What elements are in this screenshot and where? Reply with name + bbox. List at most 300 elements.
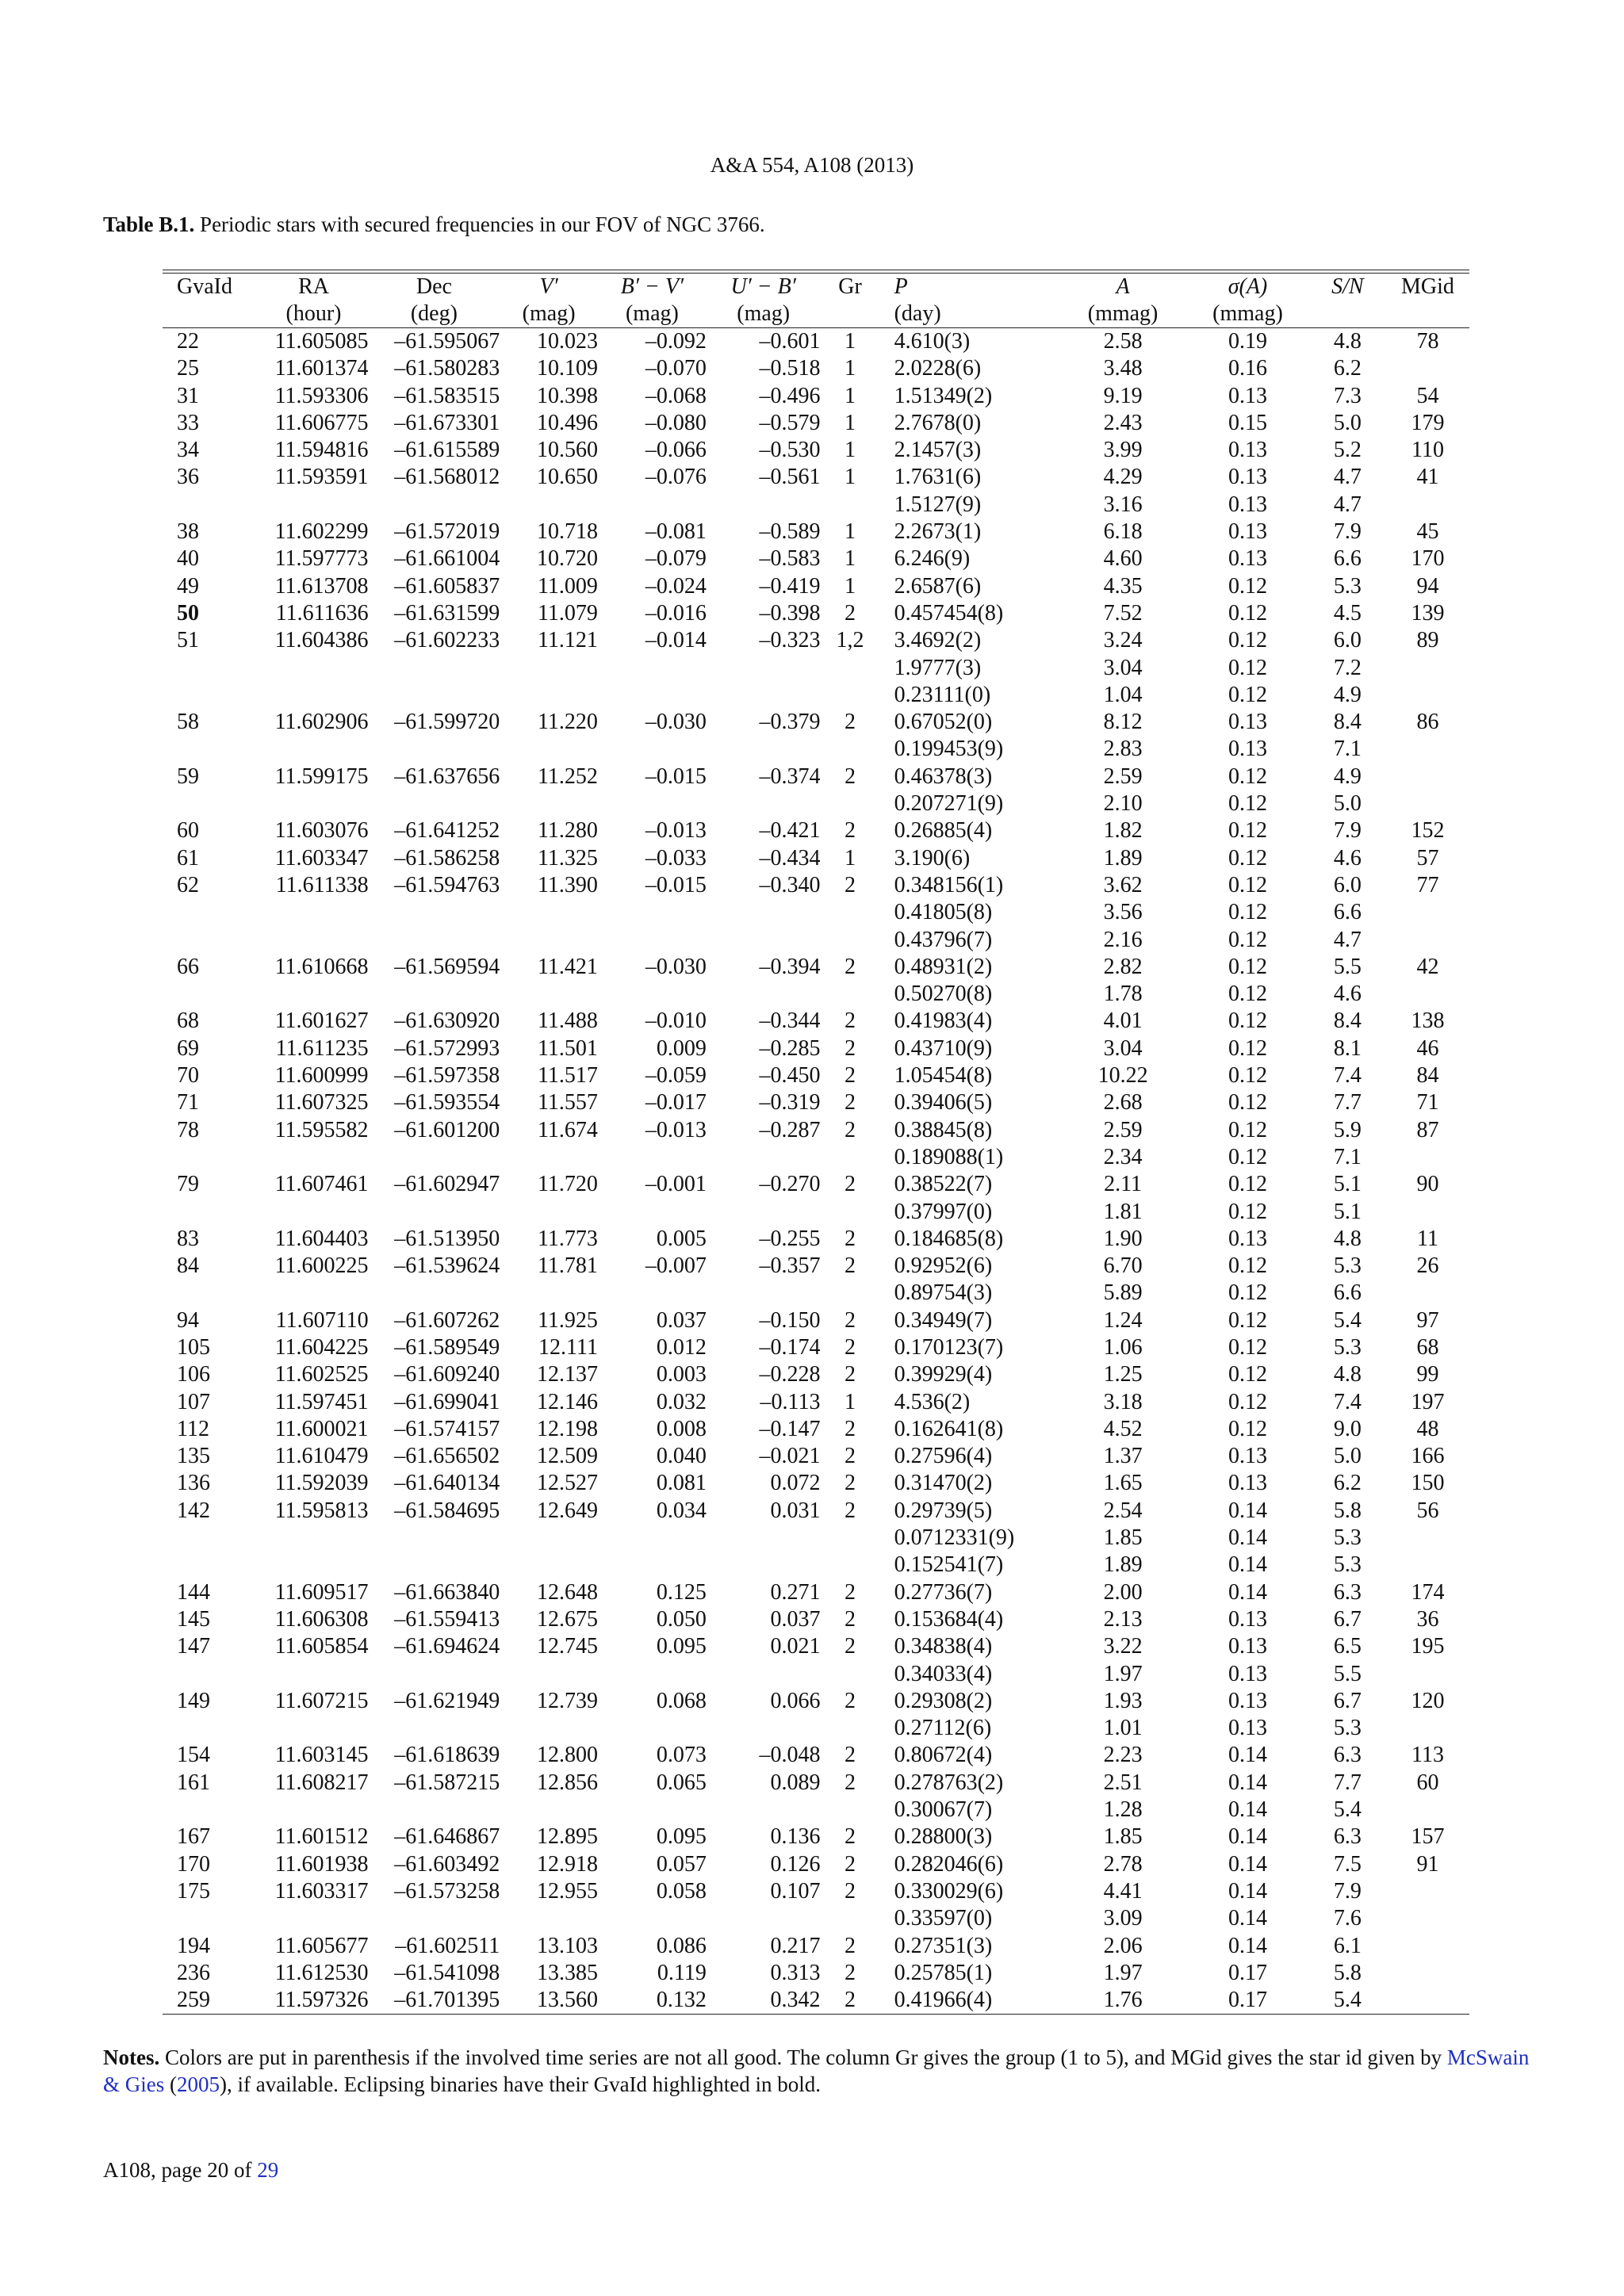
cell-sigma-a: 0.14 (1228, 1906, 1267, 1931)
citation-link-author[interactable]: McSwain & Gies (103, 2045, 1530, 2096)
cell-ub: 0.066 (770, 1688, 821, 1713)
cell-amplitude: 4.41 (1103, 1878, 1143, 1904)
cell-gvaid (163, 655, 259, 682)
cell-gvaid (163, 927, 259, 954)
cell-period: 0.67052(0) (894, 710, 993, 735)
cell-sigma-a: 0.14 (1228, 1824, 1267, 1850)
cell-period: 3.190(6) (894, 845, 971, 871)
table-body (163, 328, 1469, 2015)
cell-ub: –0.270 (759, 1172, 821, 1197)
cell-ub: –0.398 (759, 600, 821, 626)
cell-sn: 6.7 (1333, 1606, 1362, 1632)
cell-ub: –0.496 (759, 383, 821, 408)
cell-v (500, 1552, 598, 1578)
table-row (163, 1416, 1469, 1443)
cell-dec: –61.621949 (394, 1688, 500, 1713)
cell-gvaid: 145 (177, 1606, 210, 1632)
cell-ub: –0.357 (759, 1253, 821, 1279)
cell-dec: –61.594763 (394, 872, 500, 897)
cell-gvaid: 112 (177, 1416, 209, 1441)
cell-dec (369, 927, 500, 954)
cell-sigma-a: 0.12 (1228, 628, 1267, 653)
cell-sigma-a: 0.14 (1228, 1797, 1267, 1823)
cell-period: 4.536(2) (894, 1389, 971, 1414)
cell-sn: 4.8 (1333, 329, 1362, 354)
cell-v: 12.648 (536, 1579, 598, 1605)
cell-period: 6.246(9) (894, 546, 971, 572)
col-unit-ra: (hour) (259, 300, 369, 328)
cell-gvaid: 194 (177, 1933, 210, 1958)
cell-dec (369, 1552, 500, 1578)
cell-dec: –61.630920 (394, 1008, 500, 1034)
cell-gvaid: 25 (177, 356, 199, 381)
cell-ra: 11.592039 (274, 1471, 369, 1496)
cell-dec: –61.618639 (394, 1743, 500, 1768)
cell-mgid: 26 (1416, 1253, 1439, 1279)
cell-bv: –0.080 (645, 410, 707, 435)
cell-ra: 11.604225 (274, 1334, 369, 1360)
cell-v: 12.198 (536, 1416, 598, 1441)
citation-link-year[interactable]: 2005 (177, 2072, 220, 2096)
cell-period: 0.38522(7) (894, 1172, 993, 1197)
cell-v (500, 1715, 598, 1742)
cell-sn: 7.7 (1333, 1770, 1362, 1795)
cell-v: 13.560 (500, 1987, 598, 2015)
cell-ub (707, 1199, 821, 1226)
cell-ub: –0.561 (759, 465, 821, 490)
cell-v: 11.773 (537, 1226, 598, 1251)
cell-mgid (1386, 1280, 1469, 1307)
cell-gr: 2 (845, 1444, 856, 1469)
table-row (163, 1443, 1469, 1470)
cell-period: 0.38845(8) (894, 1117, 993, 1142)
table-row (163, 1905, 1469, 1932)
table-row (163, 1144, 1469, 1171)
cell-ra: 11.607110 (275, 1307, 369, 1333)
cell-ra: 11.606775 (274, 410, 369, 435)
cell-sigma-a: 0.14 (1228, 1552, 1267, 1578)
cell-sn: 7.1 (1333, 1144, 1362, 1169)
cell-mgid: 41 (1416, 465, 1439, 490)
cell-sigma-a: 0.14 (1228, 1878, 1267, 1904)
cell-ra: 11.603145 (274, 1743, 369, 1768)
cell-amplitude: 2.13 (1103, 1606, 1143, 1632)
cell-amplitude: 1.89 (1103, 845, 1143, 871)
cell-bv: –0.010 (645, 1008, 707, 1034)
cell-period: 0.457454(8) (894, 600, 1004, 626)
table-row (163, 1552, 1469, 1578)
cell-ub: –0.379 (759, 710, 821, 735)
cell-gr (820, 1661, 879, 1688)
cell-bv (598, 790, 707, 817)
cell-dec: –61.513950 (394, 1226, 500, 1251)
cell-sn: 7.9 (1333, 1878, 1362, 1904)
cell-ra (259, 1905, 369, 1932)
cell-gr (820, 655, 879, 682)
cell-gvaid: 149 (177, 1688, 210, 1713)
table-row (163, 1470, 1469, 1497)
cell-sn: 7.9 (1333, 519, 1362, 545)
cell-v: 12.675 (536, 1606, 598, 1632)
cell-bv: 0.057 (656, 1851, 707, 1877)
cell-bv: –0.015 (645, 872, 707, 897)
cell-ra: 11.601512 (274, 1824, 369, 1850)
cell-sigma-a: 0.13 (1228, 492, 1267, 517)
cell-ra (259, 1199, 369, 1226)
cell-mgid (1386, 1552, 1469, 1578)
cell-gr: 1,2 (836, 628, 864, 653)
cell-sigma-a: 0.12 (1228, 655, 1267, 680)
cell-sn: 6.2 (1333, 356, 1362, 381)
cell-v: 12.111 (538, 1334, 598, 1360)
cell-ub (707, 981, 821, 1008)
cell-ra (259, 1661, 369, 1688)
col-header-gr: Gr (838, 274, 862, 299)
table-row (163, 1307, 1469, 1334)
cell-sn: 5.4 (1309, 1987, 1386, 2015)
cell-ra: 11.603317 (274, 1878, 369, 1904)
cell-period: 0.153684(4) (894, 1606, 1004, 1632)
cell-bv (598, 899, 707, 926)
cell-dec: –61.641252 (394, 818, 500, 844)
cell-period: 0.50270(8) (894, 982, 993, 1007)
cell-bv: 0.081 (656, 1471, 707, 1496)
cell-mgid: 45 (1416, 519, 1439, 545)
cell-dec: –61.637656 (394, 763, 500, 789)
col-unit-sigma-a: (mmag) (1186, 300, 1309, 328)
cell-gvaid (163, 682, 259, 709)
cell-v (500, 682, 598, 709)
col-header-gvaid: GvaId (177, 274, 232, 299)
cell-v: 12.745 (536, 1634, 598, 1659)
cell-bv: 0.065 (656, 1770, 707, 1795)
cell-ub (707, 790, 821, 817)
cell-v: 12.146 (536, 1389, 598, 1414)
cell-bv: 0.050 (656, 1606, 707, 1632)
table-row (163, 437, 1469, 464)
cell-mgid: 138 (1411, 1008, 1445, 1034)
cell-dec: –61.584695 (394, 1498, 500, 1523)
col-header-amplitude: A (1116, 274, 1130, 299)
cell-gvaid (163, 1552, 259, 1578)
cell-sn: 5.3 (1333, 1334, 1362, 1360)
cell-v (500, 1525, 598, 1552)
cell-period: 0.348156(1) (894, 872, 1004, 897)
col-unit-sn (1309, 300, 1386, 328)
col-header-ub: U′ − B′ (730, 274, 796, 299)
cell-period: 3.4692(2) (894, 628, 982, 653)
cell-gr: 2 (845, 710, 856, 735)
cell-v: 13.103 (536, 1933, 598, 1958)
table-row (163, 1117, 1469, 1144)
cell-gr: 2 (845, 1498, 856, 1523)
cell-ub: –0.285 (759, 1035, 821, 1061)
cell-mgid (1386, 1525, 1469, 1552)
cell-ra: 11.599175 (274, 763, 369, 789)
cell-bv (598, 492, 707, 519)
cell-v: 11.280 (537, 818, 598, 844)
cell-gr: 2 (845, 1770, 856, 1795)
table-row (163, 899, 1469, 926)
cell-ub: –0.287 (759, 1117, 821, 1142)
cell-sn: 6.6 (1333, 1280, 1362, 1306)
cell-dec: –61.656502 (394, 1444, 500, 1469)
cell-gr: 1 (845, 383, 856, 408)
cell-bv: –0.030 (645, 954, 707, 979)
cell-gvaid (163, 1905, 259, 1932)
cell-dec (369, 682, 500, 709)
cell-mgid: 97 (1416, 1307, 1439, 1333)
cell-gvaid: 62 (177, 872, 199, 897)
cell-ra: 11.607325 (274, 1090, 369, 1115)
cell-gvaid: 51 (177, 628, 199, 653)
cell-bv: 0.032 (656, 1389, 707, 1414)
cell-dec (369, 736, 500, 763)
cell-sigma-a: 0.12 (1228, 1199, 1267, 1224)
cell-sigma-a: 0.13 (1228, 383, 1267, 408)
cell-sn: 6.0 (1333, 872, 1362, 897)
cell-gvaid: 68 (177, 1008, 199, 1034)
cell-amplitude: 1.85 (1103, 1525, 1143, 1551)
cell-bv (598, 736, 707, 763)
cell-dec: –61.603492 (394, 1851, 500, 1877)
cell-ra: 11.601938 (274, 1851, 369, 1877)
cell-mgid: 68 (1416, 1334, 1439, 1360)
cell-sn: 5.8 (1333, 1960, 1362, 1985)
cell-sigma-a: 0.13 (1228, 1634, 1267, 1659)
cell-v (500, 1280, 598, 1307)
cell-mgid: 152 (1411, 818, 1445, 844)
cell-sigma-a: 0.12 (1228, 927, 1267, 952)
cell-bv (598, 1280, 707, 1307)
cell-gvaid: 236 (177, 1960, 210, 1985)
cell-dec: –61.694624 (394, 1634, 500, 1659)
cell-period: 0.89754(3) (894, 1280, 993, 1306)
cell-sigma-a: 0.12 (1228, 1389, 1267, 1414)
cell-amplitude: 3.24 (1103, 628, 1143, 653)
cell-gr: 1 (845, 845, 856, 871)
cell-bv: –0.066 (645, 438, 707, 463)
cell-bv: 0.034 (656, 1498, 707, 1523)
cell-v: 10.650 (536, 465, 598, 490)
cell-ub (707, 927, 821, 954)
cell-gvaid: 50 (177, 600, 199, 626)
cell-sigma-a: 0.17 (1228, 1960, 1267, 1985)
cell-bv: –0.070 (645, 356, 707, 381)
cell-amplitude: 1.85 (1103, 1824, 1143, 1850)
cell-ra: 11.600225 (274, 1253, 369, 1279)
cell-mgid: 60 (1416, 1770, 1439, 1795)
cell-ub: –0.228 (759, 1362, 821, 1387)
cell-bv (598, 927, 707, 954)
cell-dec: –61.599720 (394, 710, 500, 735)
cell-bv (598, 682, 707, 709)
table-row (163, 817, 1469, 844)
cell-ub: –0.048 (759, 1743, 821, 1768)
cell-dec: –61.597358 (394, 1063, 500, 1089)
cell-sigma-a: 0.12 (1228, 1362, 1267, 1387)
cell-mgid: 54 (1416, 383, 1439, 408)
cell-sigma-a: 0.13 (1228, 1661, 1267, 1686)
cell-dec: –61.602511 (395, 1933, 500, 1958)
cell-sigma-a: 0.12 (1228, 791, 1267, 817)
cell-sn: 6.6 (1333, 900, 1362, 925)
cell-sn: 4.6 (1333, 845, 1362, 871)
cell-sigma-a: 0.13 (1228, 438, 1267, 463)
cell-bv: 0.003 (656, 1362, 707, 1387)
cell-sn: 5.2 (1333, 438, 1362, 463)
cell-ra: 11.612530 (274, 1960, 369, 1985)
cell-period: 0.25785(1) (894, 1960, 993, 1985)
table-row (163, 1606, 1469, 1633)
cell-sigma-a: 0.12 (1228, 1416, 1267, 1441)
notes-paren: ( (164, 2072, 177, 2096)
cell-amplitude: 1.06 (1103, 1334, 1143, 1360)
cell-sn: 7.9 (1333, 818, 1362, 844)
cell-ra: 11.602525 (274, 1362, 369, 1387)
cell-gr: 2 (845, 1579, 856, 1605)
cell-period: 0.0712331(9) (894, 1525, 1015, 1551)
cell-ub (707, 655, 821, 682)
cell-sigma-a: 0.14 (1228, 1525, 1267, 1551)
cell-mgid: 120 (1411, 1688, 1445, 1713)
table-row (163, 1960, 1469, 1987)
total-pages-link[interactable]: 29 (257, 2158, 279, 2182)
cell-ub: –0.421 (759, 818, 821, 844)
cell-amplitude: 8.12 (1103, 710, 1143, 735)
cell-amplitude: 2.43 (1103, 410, 1143, 435)
cell-bv: 0.040 (656, 1444, 707, 1469)
table-row (163, 545, 1469, 572)
cell-gr: 2 (845, 1362, 856, 1387)
cell-mgid: 110 (1411, 438, 1444, 463)
cell-mgid: 89 (1416, 628, 1439, 653)
cell-period: 0.27112(6) (894, 1716, 992, 1741)
cell-mgid: 86 (1416, 710, 1439, 735)
cell-amplitude: 4.01 (1103, 1008, 1143, 1034)
cell-ub (707, 1552, 821, 1578)
cell-gr: 2 (845, 1606, 856, 1632)
cell-ub: –0.583 (759, 546, 821, 572)
cell-ub: 0.313 (770, 1960, 821, 1985)
table-row (163, 790, 1469, 817)
cell-amplitude: 6.70 (1103, 1253, 1143, 1279)
cell-ub: –0.579 (759, 410, 821, 435)
cell-sn: 5.3 (1333, 573, 1362, 599)
cell-v: 11.720 (537, 1172, 598, 1197)
table-row (163, 1987, 1469, 2015)
cell-ub: –0.434 (759, 845, 821, 871)
cell-amplitude: 1.24 (1103, 1307, 1143, 1333)
cell-dec: –61.607262 (394, 1307, 500, 1333)
cell-v: 10.560 (536, 438, 598, 463)
cell-v (500, 927, 598, 954)
cell-ub (707, 899, 821, 926)
table-row (163, 1334, 1469, 1361)
cell-amplitude: 3.18 (1103, 1389, 1143, 1414)
cell-gvaid: 66 (177, 954, 199, 979)
cell-period: 4.610(3) (894, 329, 971, 354)
cell-amplitude: 1.01 (1103, 1716, 1143, 1741)
cell-gr (820, 1715, 879, 1742)
cell-sigma-a: 0.12 (1228, 818, 1267, 844)
cell-ra: 11.602906 (274, 710, 369, 735)
cell-ub: –0.021 (759, 1444, 821, 1469)
cell-amplitude: 9.19 (1103, 383, 1143, 408)
cell-ra (259, 981, 369, 1008)
cell-mgid: 90 (1416, 1172, 1439, 1197)
cell-ub: 0.126 (770, 1851, 821, 1877)
cell-bv: 0.058 (656, 1878, 707, 1904)
cell-period: 2.1457(3) (894, 438, 982, 463)
cell-mgid: 77 (1416, 872, 1439, 897)
cell-v: 11.674 (537, 1117, 598, 1142)
cell-gvaid: 69 (177, 1035, 199, 1061)
cell-dec (369, 1199, 500, 1226)
cell-gvaid (163, 1797, 259, 1823)
cell-ra: 11.603347 (274, 845, 369, 871)
col-unit-ub: (mag) (707, 300, 821, 328)
cell-mgid: 99 (1416, 1362, 1439, 1387)
cell-gr (820, 1797, 879, 1823)
cell-ub: –0.319 (759, 1090, 821, 1115)
cell-mgid (1386, 1199, 1469, 1226)
cell-gvaid: 78 (177, 1117, 199, 1142)
cell-sigma-a: 0.12 (1228, 872, 1267, 897)
cell-period: 0.48931(2) (894, 954, 993, 979)
cell-dec: –61.559413 (394, 1606, 500, 1632)
col-unit-amplitude: (mmag) (1059, 300, 1186, 328)
cell-ra (259, 927, 369, 954)
cell-sigma-a: 0.13 (1228, 710, 1267, 735)
cell-dec (369, 1715, 500, 1742)
cell-gvaid: 38 (177, 519, 199, 545)
table-row (163, 1770, 1469, 1797)
cell-sigma-a: 0.12 (1228, 1035, 1267, 1061)
cell-amplitude: 2.51 (1103, 1770, 1143, 1795)
cell-gvaid: 59 (177, 763, 199, 789)
table-row (163, 1525, 1469, 1552)
table-caption (103, 212, 765, 237)
cell-sn: 7.6 (1333, 1906, 1362, 1931)
cell-gvaid (163, 492, 259, 519)
cell-sn: 7.1 (1333, 737, 1362, 762)
cell-sn: 7.4 (1333, 1063, 1362, 1089)
cell-bv (598, 1905, 707, 1932)
cell-ub (707, 492, 821, 519)
cell-ub: 0.072 (770, 1471, 821, 1496)
cell-gr: 2 (845, 1307, 856, 1333)
cell-sigma-a: 0.12 (1228, 1307, 1267, 1333)
cell-sn: 4.5 (1333, 600, 1362, 626)
cell-dec: –61.569594 (394, 954, 500, 979)
cell-period: 0.33597(0) (894, 1906, 993, 1931)
cell-gvaid (163, 1525, 259, 1552)
cell-bv (598, 655, 707, 682)
cell-ub: –0.340 (759, 872, 821, 897)
cell-v (500, 790, 598, 817)
cell-mgid (1386, 1715, 1469, 1742)
cell-mgid (1386, 655, 1469, 682)
cell-bv (598, 1715, 707, 1742)
cell-v: 12.509 (536, 1444, 598, 1469)
cell-period: 0.207271(9) (894, 791, 1004, 817)
cell-bv: –0.076 (645, 465, 707, 490)
cell-ub (707, 1905, 821, 1932)
cell-gr: 2 (845, 1117, 856, 1142)
cell-sigma-a: 0.13 (1228, 1688, 1267, 1713)
cell-sigma-a: 0.13 (1228, 465, 1267, 490)
